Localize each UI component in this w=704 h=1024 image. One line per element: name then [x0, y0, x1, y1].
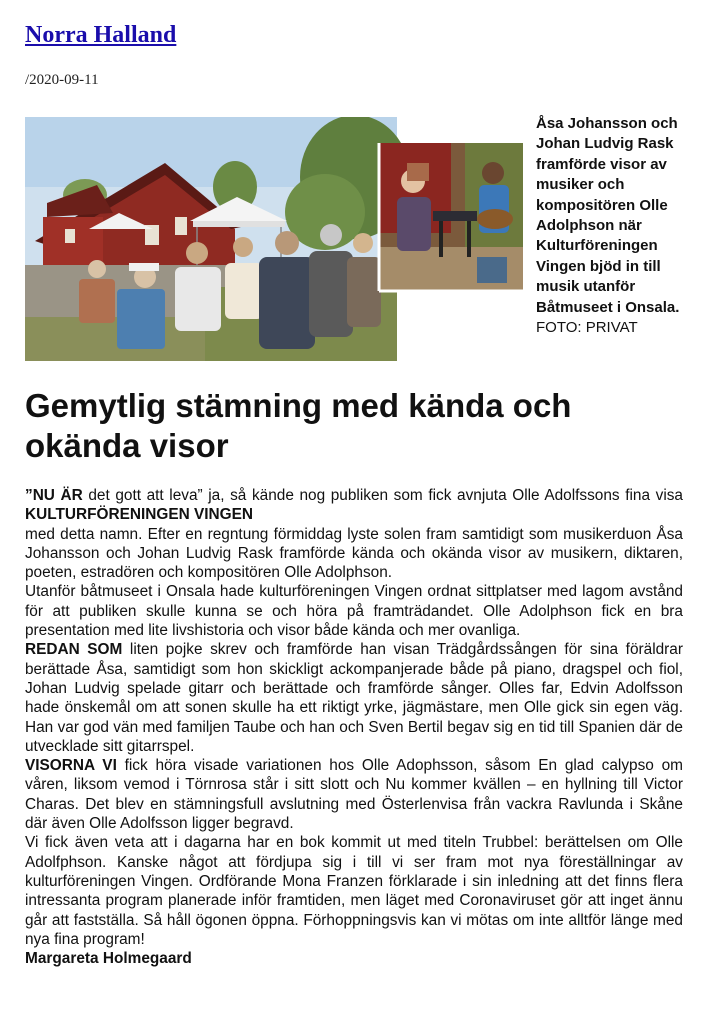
paragraph-4-kicker: VISORNA VI [25, 757, 117, 775]
article-paragraph-3 [25, 640, 683, 756]
article-paragraph-1: med detta namn. Efter en regntung förmiddag lyste solen fram samtidigt som musikerduon Åsa Johansson och Johan Ludvig Rask framförde kända och okända visor av musikern, diktaren, poeten, estradören och kompositören Olle Adolphson. [25, 525, 683, 582]
article-paragraph-4 [25, 756, 683, 833]
publication-date: /2020-09-11 [25, 72, 99, 88]
article-photo [25, 117, 523, 361]
article-byline: Margareta Holmegaard [25, 950, 192, 968]
photo-caption [536, 114, 696, 338]
publication-link[interactable]: Norra Halland [25, 22, 177, 48]
paragraph-3-text: liten pojke skrev och framförde han visan Trädgårdssången för sina föräldrar berättade Åsa, samtidigt som hon skickligt ackompanjerade både på piano, dragspel och fiol, Johan Ludvig spelade gitarr och berättade och framförde sånger. Olles far, Edvin Adolfsson hade önskemål om att sonen skulle ha ett riktigt yrke, jägmästare, men Olle gick sin egen väg. Han var god vän med familjen Taube och han och Sven Bertil begav sig en tid till Spanien där de utvecklade sitt gitarrspel. [25, 641, 683, 755]
org-kicker: KULTURFÖRENINGEN VINGEN [25, 506, 254, 524]
article-lead [25, 486, 683, 525]
lead-kicker: ”NU ÄR [25, 487, 83, 504]
paragraph-3-kicker: REDAN SOM [25, 641, 123, 659]
article-headline: Gemytlig stämning med kända och okända visor [25, 387, 572, 464]
article-paragraph-5: Vi fick även veta att i dagarna har en bok kommit ut med titeln Trubbel: berättelsen om Olle Adolfphson. Kanske något att fördjupa sig i till vi ser fram mot nya föreställningar av kulturföreningen Vingen. Ordförande Mona Franzen förklarade i sin inledning att det finns flera intressanta program planerade inför framtiden, men läget med Coronaviruset gör att inget ännu går att fastställa. Så håll ögonen öppna. Förhoppningsvis kan vi mötas om inte alltför länge med nya fina program! [25, 834, 683, 948]
photo-credit: FOTO: PRIVAT [536, 319, 638, 337]
photo-caption-text: Åsa Johansson och Johan Ludvig Rask framförde visor av musiker och kompositören Olle Adolphson när Kulturföreningen Vingen bjöd in till musik utanför Båtmuseet i Onsala. [536, 115, 680, 316]
article-body [25, 486, 683, 968]
paragraph-4-text: fick höra visade variationen hos Olle Adophsson, såsom En glad calypso om våren, liksom vemod i Törnrosa står i sitt slott och Nu kommer kvällen – en hyllning till Victor Charas. Det blev en stämningsfull avslutning med Österlenvisa från vackra Ravlunda i Skåne där även Olle Adolfsson ligger begravd. [25, 757, 683, 833]
lead-text: det gott att leva” ja, så kände nog publiken som fick avnjuta Olle Adolfssons fina visa [82, 487, 683, 504]
article-paragraph-2: Utanför båtmuseet i Onsala hade kulturföreningen Vingen ordnat sittplatser med lagom avstånd för att publiken skulle kunna se och höra på framträdandet. Olle Adolphson fick en bra presentation med lite livshistoria och visor både kända och mer ovanliga. [25, 583, 683, 640]
